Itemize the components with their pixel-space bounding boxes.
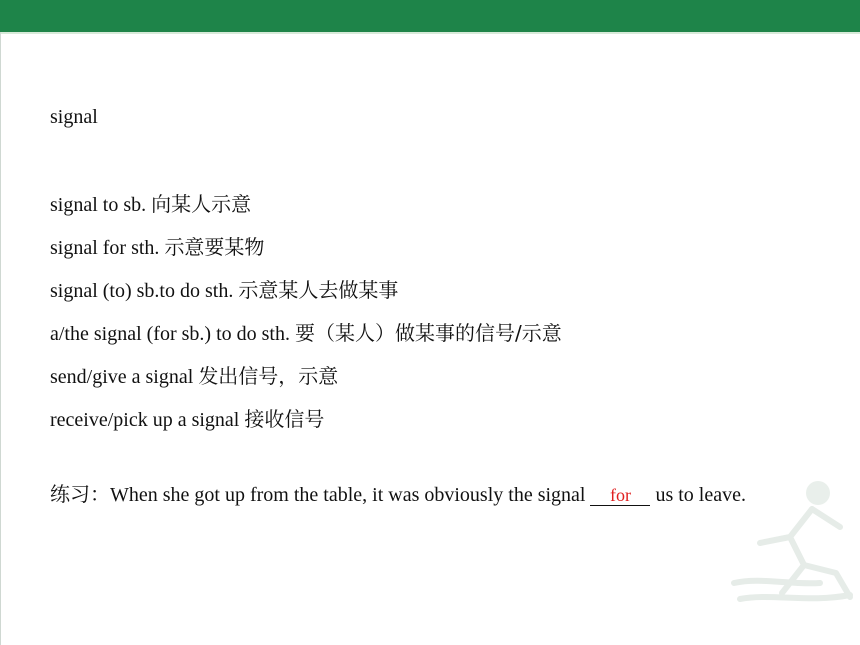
phrase-line <box>50 407 324 432</box>
phrase-en: a/the signal (for sb.) to do sth. <box>50 323 290 345</box>
exercise-text-after: us to leave. <box>650 484 746 506</box>
heading-word: signal <box>50 106 98 128</box>
phrase-zh: 示意某人去做某事 <box>238 278 399 302</box>
phrase-line <box>50 364 338 389</box>
phrase-en: signal for sth. <box>50 237 160 259</box>
answer-blank <box>590 485 650 506</box>
phrase-en: signal (to) sb.to do sth. <box>50 280 234 302</box>
exercise-sentence <box>50 480 800 509</box>
phrase-en: send/give a signal <box>50 366 194 388</box>
phrase-line <box>50 192 251 217</box>
phrase-zh: 示意要某物 <box>164 235 265 259</box>
top-banner-edge <box>0 32 860 34</box>
phrase-line <box>50 321 562 346</box>
phrase-en: receive/pick up a signal <box>50 409 240 431</box>
top-banner <box>0 0 860 32</box>
exercise-label: 练习： <box>50 482 110 506</box>
exercise-text-before: When she got up from the table, it was obviously the signal <box>110 484 591 506</box>
phrase-zh: 发出信号，示意 <box>198 364 339 388</box>
phrase-line <box>50 278 398 303</box>
phrase-zh: 向某人示意 <box>151 192 252 216</box>
left-border <box>0 32 1 645</box>
phrase-line <box>50 235 264 260</box>
answer-text: for <box>609 485 631 505</box>
phrase-zh: 要（某人）做某事的信号/示意 <box>294 321 562 345</box>
phrase-en: signal to sb. <box>50 194 147 216</box>
phrase-zh: 接收信号 <box>244 407 325 431</box>
